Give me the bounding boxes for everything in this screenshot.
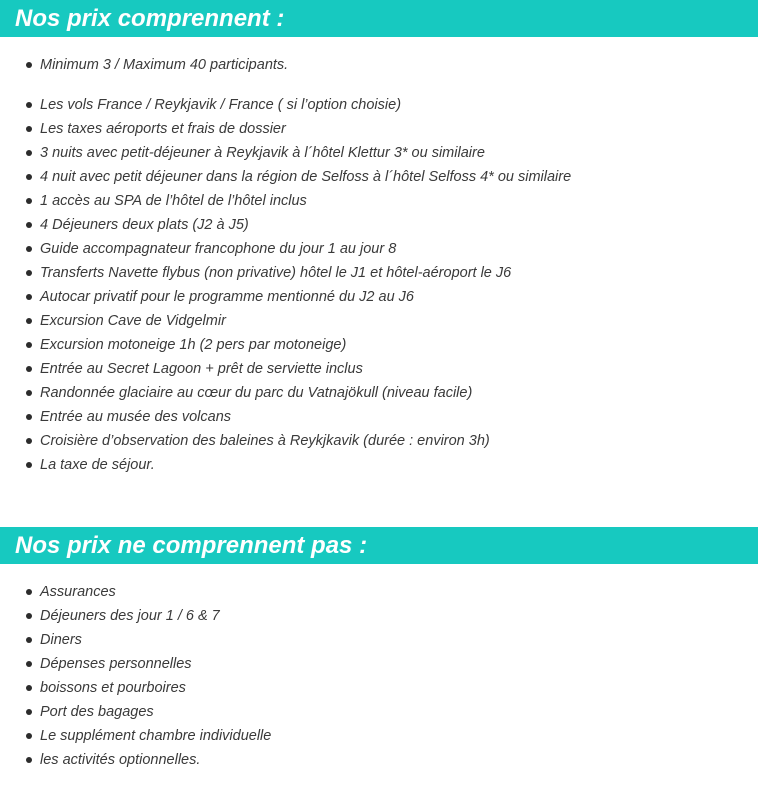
list-item-text: boissons et pourboires bbox=[40, 680, 186, 696]
list-item bbox=[0, 652, 758, 676]
bullet-icon bbox=[26, 589, 32, 595]
excluded-list bbox=[0, 580, 758, 772]
bullet-icon bbox=[26, 366, 32, 372]
list-item bbox=[0, 285, 758, 309]
list-item-text: Port des bagages bbox=[40, 704, 154, 720]
bullet-icon bbox=[26, 685, 32, 691]
list-item-text: Excursion motoneige 1h (2 pers par motoneige) bbox=[40, 337, 347, 353]
included-first-list bbox=[0, 53, 758, 77]
list-item bbox=[0, 405, 758, 429]
list-item bbox=[0, 604, 758, 628]
list-item-text: 3 nuits avec petit-déjeuner à Reykjavik à l´hôtel Klettur 3* ou similaire bbox=[40, 145, 485, 161]
bullet-icon bbox=[26, 318, 32, 324]
list-item bbox=[0, 429, 758, 453]
bullet-icon bbox=[26, 438, 32, 444]
list-item bbox=[0, 676, 758, 700]
bullet-icon bbox=[26, 270, 32, 276]
bullet-icon bbox=[26, 62, 32, 68]
list-item bbox=[0, 333, 758, 357]
list-item-text: Les taxes aéroports et frais de dossier bbox=[40, 121, 286, 137]
bullet-icon bbox=[26, 390, 32, 396]
bullet-icon bbox=[26, 246, 32, 252]
list-item-text: Les vols France / Reykjavik / France ( si l’option choisie) bbox=[40, 97, 402, 113]
list-item bbox=[0, 117, 758, 141]
list-item-text: Croisière d’observation des baleines à Reykjkavik (durée : environ 3h) bbox=[40, 433, 490, 449]
list-item-text: Autocar privatif pour le programme mentionné du J2 au J6 bbox=[40, 289, 414, 305]
bullet-icon bbox=[26, 150, 32, 156]
list-item bbox=[0, 628, 758, 652]
list-item bbox=[0, 189, 758, 213]
list-item-text: Randonnée glaciaire au cœur du parc du Vatnajökull (niveau facile) bbox=[40, 385, 473, 401]
list-item bbox=[0, 93, 758, 117]
list-item bbox=[0, 141, 758, 165]
list-item bbox=[0, 213, 758, 237]
included-list bbox=[0, 93, 758, 477]
list-item bbox=[0, 165, 758, 189]
list-item-text: Déjeuners des jour 1 / 6 & 7 bbox=[40, 608, 220, 624]
bullet-icon bbox=[26, 342, 32, 348]
list-item-text: 4 nuit avec petit déjeuner dans la région de Selfoss à l´hôtel Selfoss 4* ou similaire bbox=[40, 169, 572, 185]
list-item bbox=[0, 237, 758, 261]
list-item-text: Transferts Navette flybus (non privative) hôtel le J1 et hôtel-aéroport le J6 bbox=[40, 265, 512, 281]
list-item-text: Le supplément chambre individuelle bbox=[40, 728, 272, 744]
list-item-text: Guide accompagnateur francophone du jour 1 au jour 8 bbox=[40, 241, 397, 257]
list-item-text: Assurances bbox=[40, 584, 116, 600]
list-item-text: Minimum 3 / Maximum 40 participants. bbox=[40, 57, 289, 73]
bullet-icon bbox=[26, 126, 32, 132]
bullet-icon bbox=[26, 462, 32, 468]
bullet-icon bbox=[26, 222, 32, 228]
bullet-icon bbox=[26, 613, 32, 619]
bullet-icon bbox=[26, 637, 32, 643]
list-item bbox=[0, 580, 758, 604]
list-item-text: La taxe de séjour. bbox=[40, 457, 155, 473]
bullet-icon bbox=[26, 102, 32, 108]
bullet-icon bbox=[26, 174, 32, 180]
bullet-icon bbox=[26, 198, 32, 204]
list-item-text: Entrée au Secret Lagoon + prêt de serviette inclus bbox=[40, 361, 363, 377]
bullet-icon bbox=[26, 294, 32, 300]
list-item-text: Diners bbox=[40, 632, 82, 648]
list-item-text: les activités optionnelles. bbox=[40, 752, 201, 768]
list-item bbox=[0, 748, 758, 772]
list-item bbox=[0, 453, 758, 477]
bullet-icon bbox=[26, 709, 32, 715]
list-item-text: Excursion Cave de Vidgelmir bbox=[40, 313, 226, 329]
list-item bbox=[0, 724, 758, 748]
list-item-text: 4 Déjeuners deux plats (J2 à J5) bbox=[40, 217, 249, 233]
list-item bbox=[0, 357, 758, 381]
bullet-icon bbox=[26, 414, 32, 420]
list-item-text: 1 accès au SPA de l’hôtel de l’hôtel inclus bbox=[40, 193, 307, 209]
bullet-icon bbox=[26, 661, 32, 667]
list-item-text: Dépenses personnelles bbox=[40, 656, 192, 672]
excluded-section-title: Nos prix ne comprennent pas : bbox=[0, 527, 758, 564]
list-item bbox=[0, 381, 758, 405]
included-section-title: Nos prix comprennent : bbox=[0, 0, 758, 37]
list-item bbox=[0, 700, 758, 724]
bullet-icon bbox=[26, 733, 32, 739]
bullet-icon bbox=[26, 757, 32, 763]
list-item bbox=[0, 309, 758, 333]
list-item-text: Entrée au musée des volcans bbox=[40, 409, 232, 425]
list-item bbox=[0, 261, 758, 285]
list-item bbox=[0, 53, 758, 77]
